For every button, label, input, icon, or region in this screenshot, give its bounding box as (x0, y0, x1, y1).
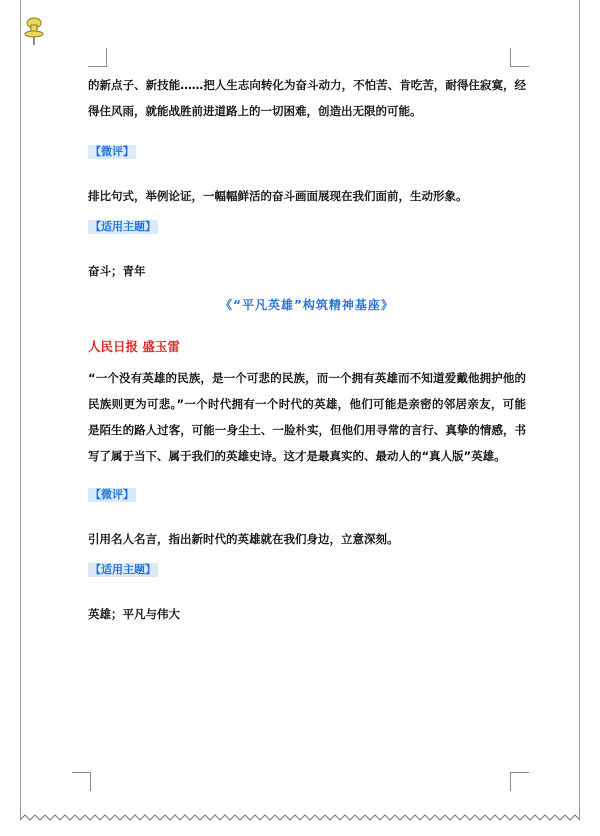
crop-mark-top-left (88, 48, 107, 67)
crop-mark-bottom-left (72, 772, 91, 791)
theme-text: 奋斗；青年 (88, 264, 146, 278)
intro-paragraph: 的新点子、新技能……把人生志向转化为奋斗动力，不怕苦、肯吃苦，耐得住寂寞，经得住风雨，就能战胜前进道路上的一切困难，创造出无限的可能。 (88, 78, 526, 118)
theme-tag: 【适用主题】 (90, 220, 156, 233)
pushpin-icon (22, 16, 46, 46)
crop-mark-bottom-right (510, 772, 529, 791)
article-title: 《“平凡英雄”构筑精神基座》 (220, 298, 394, 312)
comment-tag: 【微评】 (90, 488, 134, 501)
document-content (88, 72, 526, 627)
comment-tag: 【微评】 (90, 145, 134, 158)
article-byline: 人民日报 盛玉雷 (88, 339, 180, 354)
theme-tag: 【适用主题】 (90, 563, 156, 576)
article-paragraph: “一个没有英雄的民族，是一个可悲的民族，而一个拥有英雄而不知道爱戴他拥护他的民族则更为可悲。”一个时代拥有一个时代的英雄，他们可能是亲密的邻居亲友，可能是陌生的路人过客，可能一身尘土、一脸朴实，但他们用寻常的言行、真挚的情感，书写了属于当下、属于我们的英雄史诗。这才是最真实的、最动人的“真人版”英雄。 (88, 371, 526, 463)
torn-page-edge (20, 812, 580, 828)
theme-text: 英雄；平凡与伟大 (88, 607, 180, 621)
crop-mark-top-right (510, 48, 529, 67)
comment-text: 排比句式，举例论证，一幅幅鲜活的奋斗画面展现在我们面前，生动形象。 (88, 189, 468, 203)
comment-text: 引用名人名言，指出新时代的英雄就在我们身边，立意深刻。 (88, 532, 399, 546)
